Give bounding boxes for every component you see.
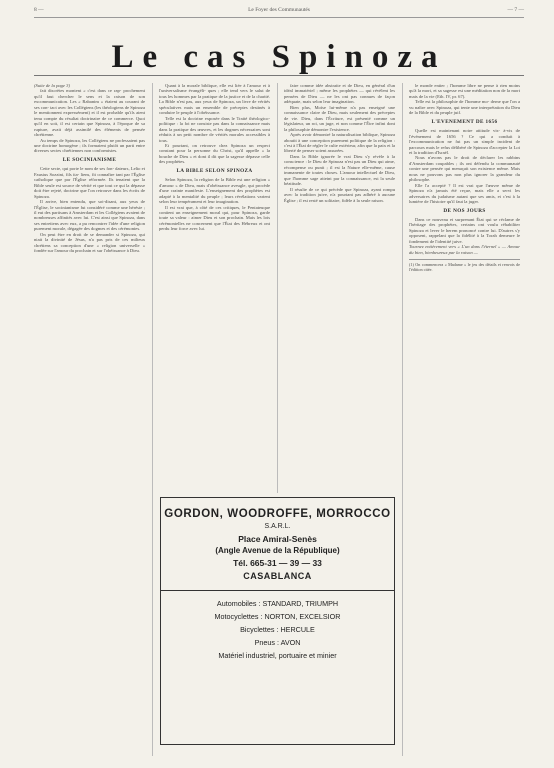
paragraph: Bien plus, Moïse lui-même n'a pas enseigné une connaissance claire de Dieu, mais seulement des préceptes de vie. Dieu, dans l'Écriture, est présenté comme un législateur, un roi, un juge, et non comme l'Être infini dont la philosophie démontre l'existence. — [284, 104, 395, 132]
advert-line: Matériel industriel, portuaire et minier — [218, 651, 337, 660]
paragraph: Telle est la doctrine exposée dans le Traité théologico-politique : la foi ne consiste pas dans la connaissance mais dans la pratique des œuvres, et les dogmes nécessaires sont réduits à un petit nombre de vérités morales accessibles à tous. — [159, 115, 270, 143]
advert-legal-form: S.A.R.L. — [264, 523, 291, 530]
section-heading: LE SOCINIANISME — [62, 156, 117, 163]
paragraph: On peut être en droit de se demander si Spinoza, qui niait la divinité de Jésus, n'a pas pris de ces milieux chrétiens sa conception d'une « religion universelle » fondée sur l'amour du prochain et sur l'obéissance à Dieu. — [34, 231, 145, 254]
advert-line: Motocyclettes : NORTON, EXCELSIOR — [214, 612, 341, 621]
quoted-verse: Tournez entièrement vers « L'un dans l'éternel » — Amour du bien, bienheureux par la raison — — [409, 244, 520, 255]
paragraph: Et pourtant, on retrouve chez Spinoza un respect constant pour la personne du Christ, qu'il appelle « la bouche de Dieu » et dont il dit que la sagesse dépasse celle des prophètes. — [159, 142, 270, 165]
advert-divider — [161, 590, 394, 591]
column-4 — [409, 83, 520, 756]
paragraph: le monde entier ; l'homme libre ne pense à rien moins qu'à la mort, et sa sagesse est une méditation non de la mort mais de la vie (Eth. IV, pr. 67). — [409, 83, 520, 99]
footnote: (1) On commencera « Madame » le jeu des détails et renvois de l'édition citée. — [409, 259, 520, 272]
article-title: Le cas Spinoza — [111, 39, 447, 75]
paragraph: Il résulte de ce qui précède que Spinoza, ayant rompu avec la tradition juive, n'a pourtant pas adhéré à aucune Église ; il est resté un solitaire, fidèle à la seule raison. — [284, 186, 395, 203]
advert-city: CASABLANCA — [243, 571, 312, 581]
paragraph: Cette secte, qui porte le nom de ses fon- dateurs, Lelio et Faustus Sozzini, fils ita- liens, fit connaître tant par l'Église catholique que par l'Église réformée. Ils tenaient que la Bible seule est source de vérité et que tout ce qui la dépasse doit être rejeté, doctrine que l'on retrouve dans les écrits de Spinoza. — [34, 166, 145, 199]
advert-company-name: GORDON, WOODROFFE, MORROCCO — [164, 508, 391, 520]
advert-line: Pneus : AVON — [254, 638, 301, 647]
paragraph: Nous n'avons pas le droit de déclarer les rabbins d'Amsterdam coupables ; ils ont défendu la communauté contre une pensée qui menaçait son existence même. Mais nous ne pouvons pas non plus ignorer la grandeur du philosophe. — [409, 155, 520, 183]
paragraph: Selon Spinoza, la religion de la Bible est une religion « d'amour » de Dieu, mais d'obéissance aveugle, qui procède d'une crainte manifeste. L'enseignement des prophètes est adapté à la mentalité du peuple ; leurs révélations varient selon leur tempérament et leur imagination. — [159, 177, 270, 205]
paragraph: Telle est la philosophie de l'homme mo- derne que l'on a vu naître avec Spinoza, qui tente une interprétation du Dieu de la Bible et du peuple juif. — [409, 99, 520, 116]
running-header — [34, 5, 524, 18]
paragraph: fait discrètes montent « c'est dans ce rap- prochement qu'il faut chercher le sens et la raison de son excommunication. Les « Rabanim » étaient au courant de ses con- tact avec les Collégiens (les théologiens de Spinoza le mentionnent expressément) et il est probable qu'ils aient tenu compte du résultat doctrinaire de ce commerce. Quoi qu'il en soit, il est certain que Spinoza, à l'époque de sa rupture, avait déjà assimilé des éléments de pensée chrétienne. — [34, 88, 145, 138]
advert-line: Automobiles : STANDARD, TRIUMPH — [216, 599, 339, 608]
continued-note: (Suite de la page 3) — [34, 83, 70, 88]
header-page-number: — 7 — — [507, 7, 524, 13]
paragraph: Au temps de Spinoza, les Collégiens ne professaient pas une doctrine homogène ; ils formaient plutôt un parti entre diverses sectes chrétiennes non conformistes. — [34, 137, 145, 154]
section-heading: L'EVENEMENT DE 1656 — [431, 118, 498, 125]
paragraph: Quelle est maintenant notre attitude vis- à-vis de l'événement de 1656 ? Ce qui a conduit à l'excommunication ne fut pas un simple incident de parcours mais le refus délibéré de Spinoza d'accepter la Loi et la tradition d'Israël. — [409, 128, 520, 155]
column-2 — [159, 83, 270, 493]
column-3 — [284, 83, 395, 493]
title-rule — [34, 75, 524, 76]
advert-address: Place Amiral-Senès — [238, 534, 317, 544]
header-journal-title: Le Foyer des Communautés — [248, 7, 310, 13]
column-divider — [277, 83, 278, 493]
paragraph: Elle l'a accepté ? Il est vrai que l'œuvre même de Spinoza n'a jamais été reçue, mais elle a servi les adversaires du judaïsme autant que ses amis, et c'est à la lumière de l'histoire qu'il faut la juger. — [409, 182, 520, 205]
column-divider — [152, 83, 153, 756]
header-left: 8 — — [34, 7, 44, 13]
section-heading: LA BIBLE SELON SPINOZA — [176, 167, 253, 174]
paragraph: faire comme idée abstraite et de Dieu, en général d'un idéal immatériel ; même les prophètes — qui révèlent les pensées de Dieu — ne les ont pas connues de façon adéquate, mais selon leur imagination. — [284, 83, 395, 105]
column-divider — [402, 83, 403, 756]
paragraph: Il arrive, bien entendu, que soi-disant, aux yeux de l'Église, le socinianisme fut considéré comme une hérésie ; il eut des partisans à Amsterdam et les Collégiens avaient de nombreuses affinités avec lui. C'est ainsi que Spinoza, dans ses entretiens avec eux, a pu rencontrer l'idée d'une religion purement morale, dégagée des dogmes et des cérémonies. — [34, 199, 145, 232]
paragraph: Après avoir démontré la naturalisation biblique, Spinoza aboutit à une conception purement politique de la religion : c'est à l'État de régler le culte extérieur, afin que la paix et la liberté de penser soient assurées. — [284, 132, 395, 154]
advertisement-box — [160, 497, 395, 745]
column-1 — [34, 83, 145, 756]
paragraph: Dans la Bible ignorée le vrai Dieu s'y révèle à la conscience : le Dieu de Spinoza n'est pas un Dieu qui aime, récompense ou punit ; il est la Nature elle-même, cause immanente de toutes choses. L'amour intellectuel de Dieu, que l'homme sage atteint par la connaissance, est la seule béatitude. — [284, 153, 395, 187]
paragraph: Dans ce nouveau et surprenant État qui se réclame de l'héritage des prophètes, certains ont voulu réhabiliter Spinoza et lever le herem prononcé contre lui. D'autres s'y opposent, rappelant que la fidélité à la Torah demeure le fondement de l'identité juive. — [409, 216, 520, 244]
advert-address-detail: (Angle Avenue de la République) — [215, 546, 340, 555]
advert-phone: Tél. 665-31 — 39 — 33 — [233, 558, 322, 568]
paragraph: Quant à la morale biblique, elle est liée à l'amour et à l'universalisme évangéli- ques ; elle tend vers le salut de tous les hommes par la pratique de la justice et de la charité. La Bible n'est pas, aux yeux de Spinoza, un livre de vérités spéculatives mais un ensemble de préceptes destinés à conduire le peuple à l'obéissance. — [159, 83, 270, 116]
advert-line: Bicyclettes : HERCULE — [240, 625, 315, 634]
paragraph: Il est vrai que, à côté de ces critiques, le Pentateuque contient un enseignement moral qui, pour Spinoza, garde toute sa valeur : aimer Dieu et son prochain. Mais les lois cérémonielles ne concernent que l'État des Hébreux et ont perdu leur force avec lui. — [159, 204, 270, 232]
section-heading: DE NOS JOURS — [443, 207, 486, 214]
